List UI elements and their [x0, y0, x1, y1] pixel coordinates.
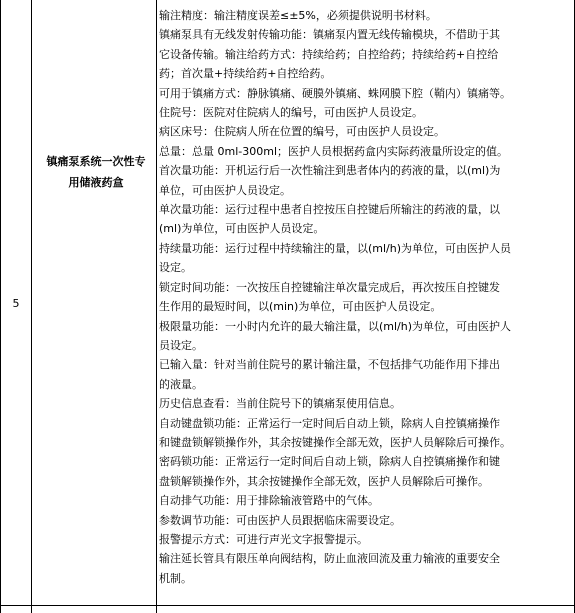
spec-line: 输注延长管具有限压单向阀结构，防止血液回流及重力输液的重要安全: [159, 552, 500, 566]
spec-line: 持续量功能：运行过程中持续输注的量，以(ml/h)为单位，可由医护人员: [159, 241, 512, 255]
spec-content: [159, 6, 573, 588]
row-number: 5: [12, 297, 20, 310]
item-name: [36, 151, 156, 193]
spec-line: 自动排气功能：用于排除输液管路中的气体。: [159, 494, 379, 508]
spec-line: 总量：总量 0ml-300ml；医护人员根据药盒内实际药液量所设定的值。: [159, 144, 509, 158]
spec-line: 单次量功能：运行过程中患者自控按压自控键后所输注的药液的量，以: [159, 203, 500, 217]
spec-line: (ml)为单位，可由医护人员设定。: [159, 222, 325, 236]
spec-line: 病区床号：住院病人所在位置的编号，可由医护人员设定。: [159, 125, 445, 139]
row-divider-bottom: [0, 605, 575, 606]
spec-line: 员设定。: [159, 338, 203, 352]
spec-line: 参数调节功能：可由医护人员跟据临床需要设定。: [159, 513, 401, 527]
column-divider-2: [156, 0, 157, 613]
spec-line: 极限量功能：一小时内允许的最大输注量，以(ml/h)为单位，可由医护人: [159, 319, 512, 333]
spec-line: 机制。: [159, 571, 192, 585]
column-divider-1: [31, 0, 32, 613]
spec-line: 自动键盘锁功能：正常运行一定时间后自动上锁，除病人自控镇痛操作: [159, 416, 500, 430]
spec-line: 住院号：医院对住院病人的编号，可由医护人员设定。: [159, 106, 423, 120]
spec-line: 的液量。: [159, 377, 203, 391]
spec-line: 生作用的最短时间，以(min)为单位，可由医护人员设定。: [159, 300, 442, 314]
spec-line: 密码锁功能：正常运行一定时间后自动上锁，除病人自控镇痛操作和键: [159, 455, 500, 469]
spec-line: 盘锁解锁操作外，其余按键操作全部无效，医护人员解除后可操作。: [159, 474, 489, 488]
spec-line: 输注精度：输注精度误差≤±5%，必须提供说明书材料。: [159, 9, 437, 22]
spec-line: 药；首次量+持续给药+自控给药。: [159, 67, 332, 81]
spec-line: 镇痛泵具有无线发射传输功能：镇痛泵内置无线传输模块，不借助于其: [159, 28, 500, 42]
spec-line: 报警提示方式：可进行声光文字报警提示。: [159, 532, 368, 546]
spec-line: 可用于镇痛方式：静脉镇痛、硬膜外镇痛、蛛网膜下腔（鞘内）镇痛等。: [159, 86, 511, 100]
spec-line: 首次量功能：开机运行后一次性输注到患者体内的药液的量，以(ml)为: [159, 164, 501, 178]
spec-line: 单位，可由医护人员设定。: [159, 183, 291, 197]
spec-line: 锁定时间功能：一次按压自控键输注单次量完成后，再次按压自控键发: [159, 280, 500, 294]
spec-line: 历史信息查看：当前住院号下的镇痛泵使用信息。: [159, 397, 401, 411]
item-name-line-1: 镇痛泵系统一次性专: [46, 155, 146, 168]
spec-line: 和键盘锁解锁操作外，其余按键操作全部无效，医护人员解除后可操作。: [159, 435, 511, 449]
spec-line: 设定。: [159, 261, 192, 275]
item-name-line-2: 用储液药盒: [68, 176, 124, 189]
spec-line: 已输入量：针对当前住院号的累计输注量，不包括排气功能作用下排出: [159, 358, 500, 372]
spec-line: 它设备传输。输注给药方式：持续给药；自控给药；持续给药+自控给: [159, 47, 499, 61]
